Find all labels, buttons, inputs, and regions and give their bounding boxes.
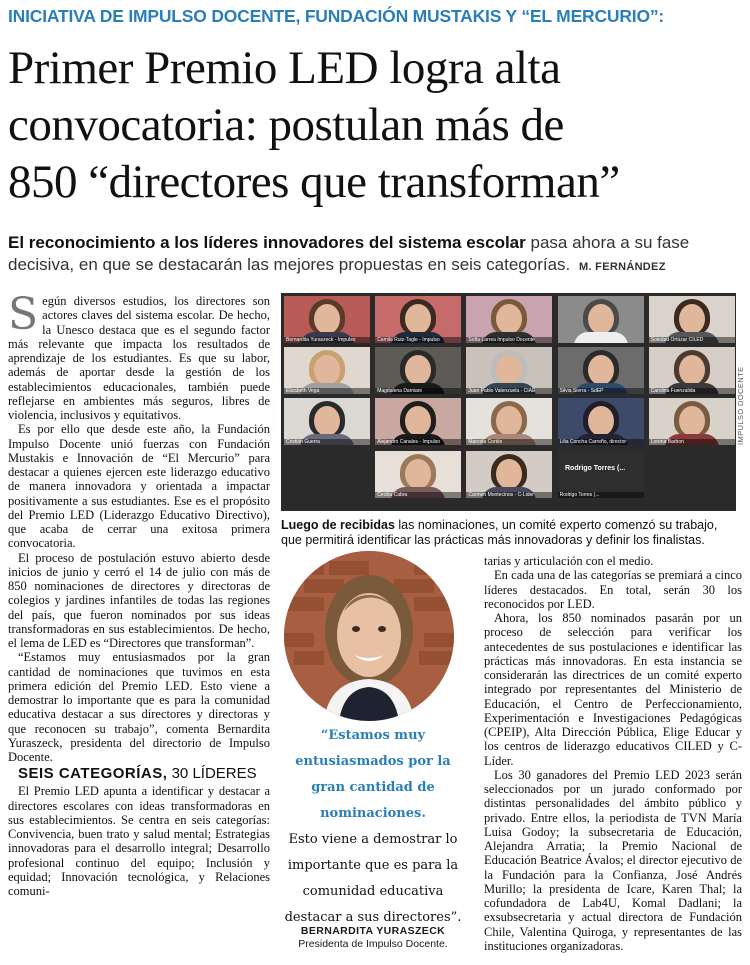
video-tile bbox=[284, 451, 370, 498]
deck-bold: El reconocimiento a los líderes innovadores del sistema escolar bbox=[8, 233, 526, 252]
paragraph: tarias y articulación con el medio. bbox=[484, 554, 654, 568]
portrait-photo bbox=[284, 551, 454, 721]
paragraph: Ahora, los 850 nominados pasarán por un proceso de selección para verificar los antecedentes de sus postulaciones e identificar las prácticas más innovadoras. En esta instancia se considerarán las directrices de un comité experto integrado por representantes del Ministerio de Educación, el Centro de Perfeccionamiento, Experimentación e Investigaciones Pedagógicas (CPEIP), Alta Dirección Pública, Elige Educar y los centros de liderazgo educativos CILED y C-Líder. bbox=[484, 611, 742, 768]
video-tile bbox=[284, 398, 370, 445]
video-tile-label: Rodrigo Torres (... bbox=[558, 492, 644, 498]
video-tile-label: Carmen Montecinos - C-Lider bbox=[466, 492, 552, 498]
video-tile bbox=[558, 398, 644, 445]
paragraph: El proceso de postulación estuvo abierto desde inicios de junio y cerró el 14 de julio con más de 850 nominaciones de directores y directoras de colegios y jardines infantiles de todas las regiones del país, que fueron nominados por sus ideas transformadoras en sus establecimientos. De hecho, el lema de LED es “Directores que transforman”. bbox=[8, 550, 270, 650]
video-tile-label: Carolina Fuenzalida bbox=[649, 388, 735, 394]
video-tile-label: Sofía Larrea Impulso Docente bbox=[466, 337, 552, 343]
video-tile-label: Juan Pablo Valenzuela - CIAE bbox=[466, 388, 552, 394]
section-heading-rest: 30 LÍDERES bbox=[167, 765, 257, 783]
video-tile-label: Elizabeth Vega bbox=[284, 388, 370, 394]
body-column-left bbox=[8, 289, 270, 898]
video-tile-label: Silvia Sierra - SdEP bbox=[558, 388, 644, 394]
video-tile bbox=[649, 296, 735, 343]
section-heading-bold: SEIS CATEGORÍAS, bbox=[18, 765, 168, 783]
deck-rest: pasa ahora a su fase decisiva, en que se destacarán las mejores propuestas en seis categorías. bbox=[8, 233, 690, 274]
video-tile bbox=[466, 451, 552, 498]
pull-quote-role: Presidenta de Impulso Docente. bbox=[298, 938, 448, 950]
byline: M. FERNÁNDEZ bbox=[579, 261, 666, 273]
dropcap: S bbox=[8, 289, 39, 340]
video-tile-label: Lorena Barbon bbox=[649, 439, 735, 445]
paragraph: En cada una de las categorías se premiará a cinco líderes destacados. En total, serán 30 los reconocidos por LED. bbox=[484, 568, 742, 611]
section-heading bbox=[8, 764, 270, 784]
video-tile-label: Soledad Ortúzar CILED bbox=[649, 337, 735, 343]
video-tile bbox=[649, 451, 735, 498]
pull-quote bbox=[283, 723, 463, 931]
video-tile bbox=[375, 451, 461, 498]
video-tile bbox=[284, 347, 370, 394]
paragraph: Es por ello que desde este año, la Fundación Impulso Docente unió fuerzas con Fundación Mustakis e Innovación de “El Mercurio” para destacar a quienes ejercen este liderazgo educativo de manera innovadora y orientada a impactar positivamente a sus estudiantes. Ese es el propósito del Premio LED (Liderazgo Educativo Directivo), que acaba de cerrar una exitosa primera convocatoria. bbox=[8, 422, 270, 551]
paragraph: “Estamos muy entusiasmados por la gran cantidad de nominaciones que tuvimos en esta primera edición del Premio LED. Esto viene a demostrar lo importante que es para la comunidad educativa destacar a sus directores y directoras y que reconocen su trabajo”, comenta Bernardita Yuraszeck, presidenta del directorio de Impulso Docente. bbox=[8, 650, 270, 764]
photo-caption bbox=[281, 518, 741, 548]
video-tile bbox=[558, 451, 644, 498]
portrait-illustration bbox=[284, 551, 454, 721]
body-column-right bbox=[484, 554, 742, 953]
headline-line: convocatoria: postulan más de bbox=[8, 99, 564, 151]
pull-quote-name: BERNARDITA YURASZECK bbox=[300, 925, 446, 937]
pull-quote-highlight: “Estamos muy entusiasmados por la gran cantidad de nominaciones. bbox=[295, 728, 451, 821]
video-tile bbox=[649, 398, 735, 445]
video-tile-label: Bernardita Yuraszeck - Impulso bbox=[284, 337, 370, 343]
video-tile-label: Lilia Concha Carreño, director bbox=[558, 439, 644, 445]
paragraph: Los 30 ganadores del Premio LED 2023 serán seleccionados por un jurado conformado por distintas personalidades del ámbito público y privado. Entre ellos, la periodista de TVN María Luisa Godoy; la subsecretaria de Educación, Alejandra Arratia; la Premio Nacional de Educación Beatrice Ávalos; el director ejecutivo de la Fundación para la Confianza, José Andrés Murillo; la presidenta de Icare, Karen Thal; la cofundadora de Lab4U, Komal Dadlani; la exsubsecretaria y actual directora de Fundación Chile, Valentina Quiroga, y representantes de las instituciones organizadoras. bbox=[484, 767, 742, 953]
video-tile-label: Alejandro Canales - Impulso bbox=[375, 439, 461, 445]
caption-bold: Luego de recibidas bbox=[281, 518, 395, 532]
video-tile-label: Cristián Guerra bbox=[284, 439, 370, 445]
caption-rest: las nominaciones, un comité experto comenzó su trabajo, que permitirá identificar las prácticas más innovadoras y definir los finalistas. bbox=[281, 518, 718, 547]
video-tile bbox=[375, 347, 461, 394]
video-tile bbox=[558, 347, 644, 394]
video-tile-label: Magdalena Damiani bbox=[375, 388, 461, 394]
paragraph: El Premio LED apunta a identificar y destacar a directores escolares con ideas transformadoras en sus establecimientos. Se centra en seis categorías: Convivencia, buen trato y salud mental; Estrategias innovadoras para el desarrollo integral; Desarrollo profesional continuo del equipo; Inclusión y equidad; Innovación tecnológica, y Relaciones comuni- bbox=[8, 784, 270, 898]
headline bbox=[8, 40, 744, 211]
paragraph-text: egún diversos estudios, los directores son actores claves del sistema escolar. De hecho, la Unesco destaca que es el segundo factor más relevante que impacta los resultados de aprendizaje de los estudiantes. Es que su labor, además de aportar desde la gestión de los establecimientos educacionales, también puede reflejarse en ambientes más seguros, libres de violencia, inclusivos y equitativos. bbox=[8, 294, 270, 422]
video-call-photo bbox=[281, 293, 736, 511]
headline-line: 850 “directores que transforman” bbox=[8, 156, 620, 208]
video-tile bbox=[466, 296, 552, 343]
deck bbox=[8, 232, 744, 278]
video-tile bbox=[284, 296, 370, 343]
headline-line: Primer Premio LED logra alta bbox=[8, 42, 561, 94]
video-tile-label: Marcela Cortés bbox=[466, 439, 552, 445]
video-tile bbox=[466, 347, 552, 394]
pull-quote-text: Esto viene a demostrar lo importante que es para la comunidad educativa destacar a sus directores”. bbox=[284, 832, 462, 925]
video-tile bbox=[466, 398, 552, 445]
video-tile-overlay-name: Rodrigo Torres (... bbox=[565, 465, 626, 472]
video-tile-label: Cecilia Cabra bbox=[375, 492, 461, 498]
pull-quote-attribution bbox=[283, 925, 463, 951]
kicker: INICIATIVA DE IMPULSO DOCENTE, FUNDACIÓN MUSTAKIS Y “EL MERCURIO”: bbox=[8, 6, 665, 26]
video-tile bbox=[558, 296, 644, 343]
video-tile bbox=[649, 347, 735, 394]
photo-credit: IMPULSO DOCENTE bbox=[736, 366, 745, 445]
video-tile bbox=[375, 398, 461, 445]
video-tile-label: Camila Ruiz-Tagle - Impulso bbox=[375, 337, 461, 343]
paragraph bbox=[8, 289, 270, 422]
video-tile bbox=[375, 296, 461, 343]
